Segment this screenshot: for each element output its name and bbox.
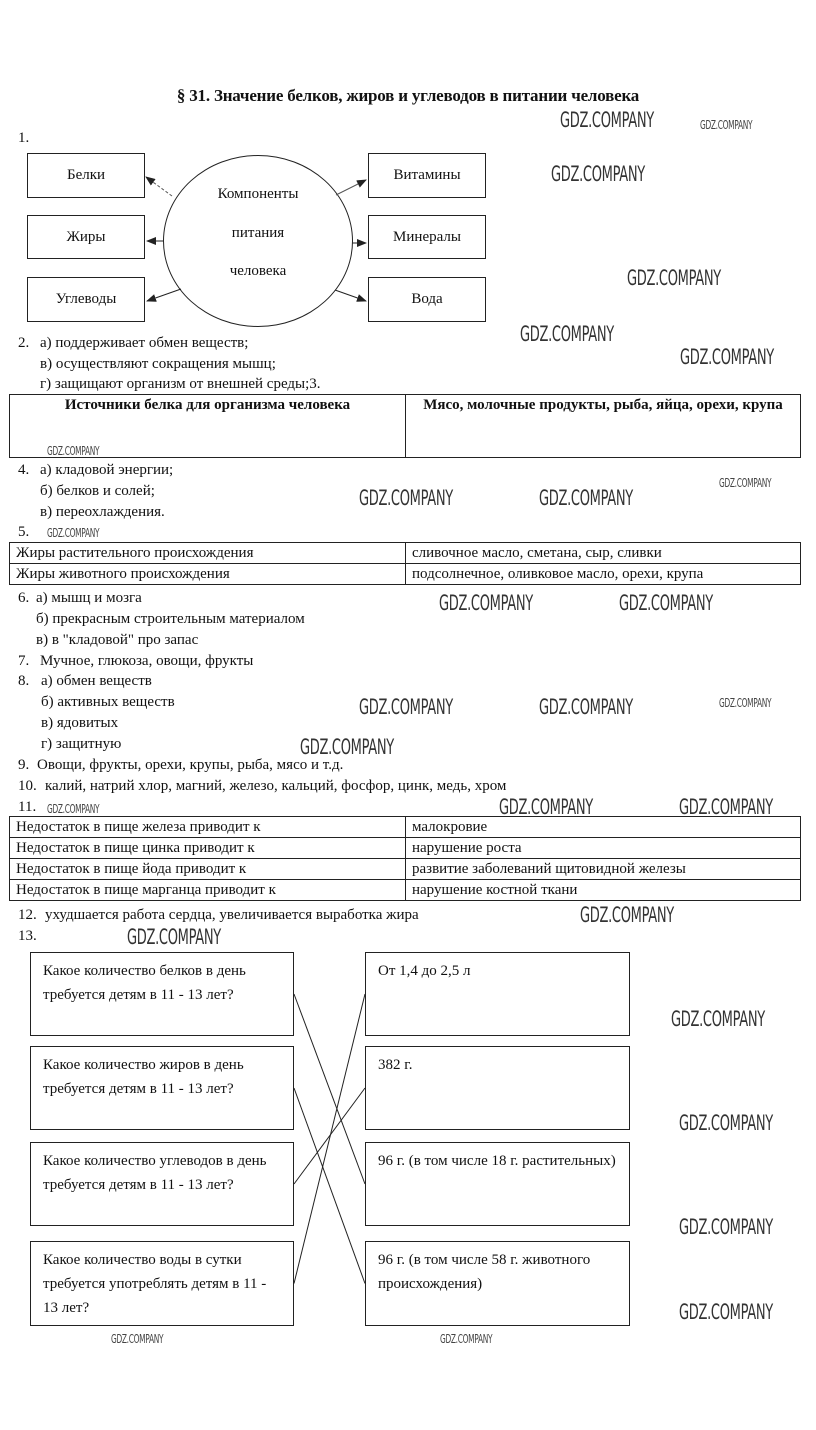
task5-table [9, 542, 801, 585]
task12-number: 12. [18, 907, 37, 923]
watermark: GDZ.COMPANY [679, 1300, 773, 1324]
table-cell: Жиры животного происхождения [10, 564, 406, 585]
table-cell: Источники белка для организма человека [10, 395, 406, 458]
question-box: Какое количество углеводов в день требуется детям в 11 - 13 лет? [30, 1142, 294, 1226]
task1-number: 1. [18, 130, 30, 146]
watermark: GDZ.COMPANY [560, 108, 654, 132]
task10-text: калий, натрий хлор, магний, железо, кальций, фосфор, цинк, медь, хром [45, 778, 507, 794]
match-line [294, 1088, 365, 1184]
diagram-box-label: Вода [411, 291, 443, 307]
diagram-box-label: Витамины [393, 167, 461, 183]
match-line [294, 994, 365, 1184]
watermark: GDZ.COMPANY [47, 526, 100, 540]
task6-line: б) прекрасным строительным материалом [36, 611, 305, 627]
watermark: GDZ.COMPANY [719, 696, 772, 710]
watermark: GDZ.COMPANY [680, 345, 774, 369]
table-row [10, 838, 801, 859]
diagram-box-proteins [27, 153, 145, 198]
diagram-center-ellipse [163, 155, 353, 327]
table-cell: Недостаток в пище цинка приводит к [10, 838, 406, 859]
task2-line: г) защищают организм от внешней среды;3. [40, 376, 321, 392]
table-cell: подсолнечное, оливковое масло, орехи, крупа [406, 564, 801, 585]
task9-text: Овощи, фрукты, орехи, крупы, рыба, мясо и т.д. [37, 757, 344, 773]
watermark: GDZ.COMPANY [719, 476, 772, 490]
watermark: GDZ.COMPANY [671, 1007, 765, 1031]
watermark: GDZ.COMPANY [520, 322, 614, 346]
table-cell: Жиры растительного происхождения [10, 543, 406, 564]
table-cell: развитие заболеваний щитовидной железы [406, 859, 801, 880]
task10-number: 10. [18, 778, 37, 794]
diagram-center-line: питания [231, 225, 285, 241]
diagram-box-vitamins [368, 153, 486, 198]
table-cell: нарушение костной ткани [406, 880, 801, 901]
task4-number: 4. [18, 462, 30, 478]
watermark: GDZ.COMPANY [679, 1111, 773, 1135]
table-cell: Мясо, молочные продукты, рыба, яйца, орехи, крупа [406, 395, 801, 458]
page-title: § 31. Значение белков, жиров и углеводов в питании человека [176, 86, 640, 105]
table-cell: Недостаток в пище йода приводит к [10, 859, 406, 880]
table-cell: нарушение роста [406, 838, 801, 859]
question-box: Какое количество белков в день требуется детям в 11 - 13 лет? [30, 952, 294, 1036]
diagram-box-water [368, 277, 486, 322]
task6-line: а) мышц и мозга [36, 590, 142, 606]
answer-box: 96 г. (в том числе 58 г. животного происхождения) [365, 1241, 630, 1326]
task6-number: 6. [18, 590, 30, 606]
match-line [294, 1088, 365, 1284]
table-cell: Недостаток в пище марганца приводит к [10, 880, 406, 901]
question-box: Какое количество жиров в день требуется детям в 11 - 13 лет? [30, 1046, 294, 1130]
table-row [10, 564, 801, 585]
table-row [10, 880, 801, 901]
watermark: GDZ.COMPANY [111, 1332, 164, 1346]
diagram-center-line: Компоненты [217, 186, 299, 202]
watermark: GDZ.COMPANY [359, 486, 453, 510]
watermark: GDZ.COMPANY [359, 695, 453, 719]
arrow-to-carbohydrates [147, 289, 181, 301]
task11-number: 11. [18, 799, 37, 815]
table-cell: малокровие [406, 817, 801, 838]
task9-number: 9. [18, 757, 30, 773]
watermark: GDZ.COMPANY [539, 695, 633, 719]
diagram-box-label: Жиры [66, 228, 106, 245]
watermark: GDZ.COMPANY [499, 795, 593, 819]
task2-number: 2. [18, 335, 30, 351]
task8-line: г) защитную [41, 736, 122, 752]
watermark: GDZ.COMPANY [439, 591, 533, 615]
task8-line: в) ядовитых [41, 715, 119, 731]
answer-box: От 1,4 до 2,5 л [365, 952, 630, 1036]
task13-number: 13. [18, 928, 37, 944]
task7-number: 7. [18, 653, 30, 669]
table-row [10, 395, 801, 458]
diagram-center-line: человека [229, 263, 287, 279]
question-box: Какое количество воды в сутки требуется употреблять детям в 11 - 13 лет? [30, 1241, 294, 1326]
watermark: GDZ.COMPANY [679, 795, 773, 819]
watermark: GDZ.COMPANY [539, 486, 633, 510]
table-cell: сливочное масло, сметана, сыр, сливки [406, 543, 801, 564]
task2-line: а) поддерживает обмен веществ; [40, 335, 249, 351]
table-cell: Недостаток в пище железа приводит к [10, 817, 406, 838]
task8-line: б) активных веществ [41, 694, 175, 710]
watermark: GDZ.COMPANY [300, 735, 394, 759]
match-line [294, 994, 365, 1284]
task6-line: в) в "кладовой" про запас [36, 632, 199, 648]
watermark: GDZ.COMPANY [679, 1215, 773, 1239]
diagram-box-fats [27, 215, 145, 259]
watermark: GDZ.COMPANY [700, 118, 753, 132]
task8-line: а) обмен веществ [41, 673, 152, 689]
watermark: GDZ.COMPANY [580, 903, 674, 927]
arrow-to-water [335, 290, 366, 301]
watermark: GDZ.COMPANY [551, 162, 645, 186]
table-row [10, 859, 801, 880]
diagram-box-label: Минералы [393, 228, 461, 245]
diagram-box-label: Углеводы [55, 291, 117, 307]
watermark: GDZ.COMPANY [47, 444, 100, 458]
watermark: GDZ.COMPANY [627, 266, 721, 290]
task4-line: б) белков и солей; [40, 483, 155, 499]
table-row [10, 543, 801, 564]
task3-table [9, 394, 801, 458]
watermark: GDZ.COMPANY [127, 925, 221, 949]
answer-box: 96 г. (в том числе 18 г. растительных) [365, 1142, 630, 1226]
task5-number: 5. [18, 524, 30, 540]
task4-line: в) переохлаждения. [40, 504, 165, 520]
diagram-box-carbohydrates [27, 277, 145, 322]
task4-line: а) кладовой энергии; [40, 462, 174, 478]
task2-line: в) осуществляют сокращения мышц; [40, 356, 276, 372]
watermark: GDZ.COMPANY [619, 591, 713, 615]
task7-text: Мучное, глюкоза, овощи, фрукты [40, 653, 254, 669]
watermark: GDZ.COMPANY [440, 1332, 493, 1346]
task11-table [9, 816, 801, 901]
table-row [10, 817, 801, 838]
task12-text: ухудшается работа сердца, увеличивается выработка жира [45, 907, 419, 923]
watermark: GDZ.COMPANY [47, 802, 100, 816]
answer-box: 382 г. [365, 1046, 630, 1130]
task8-number: 8. [18, 673, 30, 689]
diagram-box-minerals [368, 215, 486, 259]
diagram-box-label: Белки [66, 167, 106, 183]
